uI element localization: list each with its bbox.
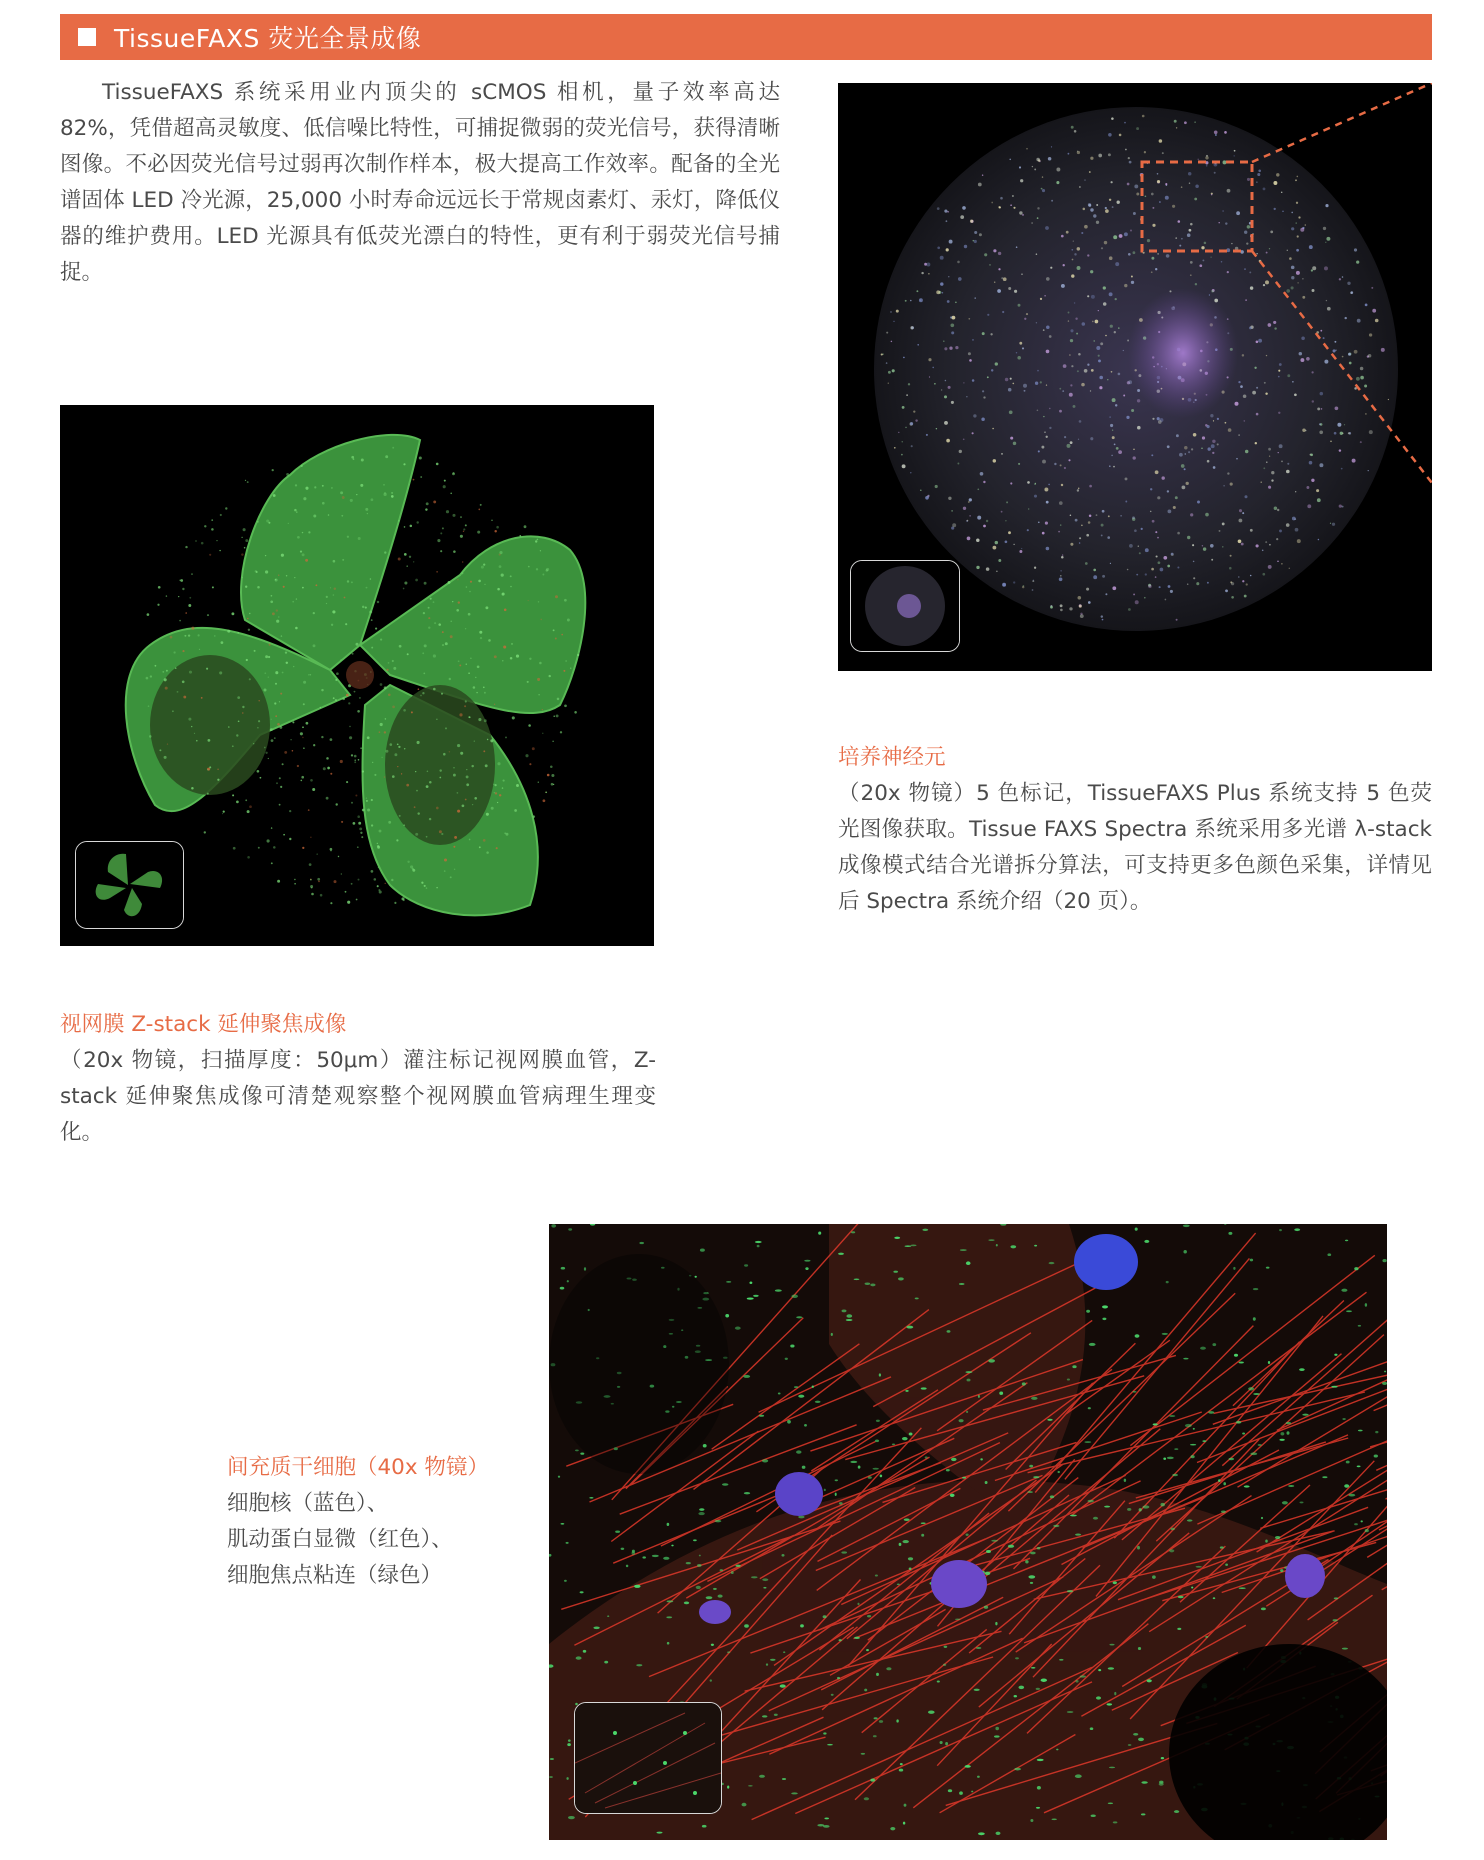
intro-paragraph: TissueFAXS 系统采用业内顶尖的 sCMOS 相机，量子效率高达 82%，凭借超高灵敏度、低信噪比特性，可捕捉微弱的荧光信号，获得清晰图像。不必因荧光信号过弱再次制作样本，极大提高工作效率。配备的全光谱固体 LED 冷光源，25,000 小时寿命远远长于常规卤素灯、汞灯，降低仪器的维护费用。LED 光源具有低荧光漂白的特性，更有利于弱荧光信号捕捉。 <box>60 80 780 285</box>
stem-cell-thumbnail <box>574 1702 722 1814</box>
stem-cell-caption-line-3: 细胞焦点粘连（绿色） <box>227 1563 443 1588</box>
neuron-caption <box>838 740 1432 920</box>
retina-thumbnail <box>75 841 184 929</box>
neuron-caption-title: 培养神经元 <box>838 745 946 770</box>
retina-caption <box>60 1007 656 1151</box>
retina-caption-body: （20x 物镜，扫描厚度：50μm）灌注标记视网膜血管，Z-stack 延伸聚焦成像可清楚观察整个视网膜血管病理生理变化。 <box>60 1048 656 1145</box>
stem-cell-caption <box>227 1450 547 1594</box>
stem-cell-image <box>549 1224 1387 1840</box>
stem-cell-caption-line-2: 肌动蛋白显微（红色）、 <box>227 1527 453 1552</box>
retina-image <box>60 405 654 946</box>
stem-cell-caption-title: 间充质干细胞（40x 物镜） <box>227 1455 489 1480</box>
stem-cell-caption-line-1: 细胞核（蓝色）、 <box>227 1491 389 1516</box>
neuron-caption-body: （20x 物镜）5 色标记，TissueFAXS Plus 系统支持 5 色荧光图像获取。Tissue FAXS Spectra 系统采用多光谱 λ-stack 成像模式结合光谱拆分算法，可支持更多色颜色采集，详情见后 Spectra 系统介绍（20 页）。 <box>838 781 1432 914</box>
neuron-thumbnail <box>850 560 960 652</box>
retina-caption-title: 视网膜 Z-stack 延伸聚焦成像 <box>60 1012 347 1037</box>
neuron-image <box>838 83 1432 671</box>
section-title: TissueFAXS 荧光全景成像 <box>114 24 422 53</box>
header-square-icon <box>78 28 96 46</box>
section-header <box>60 14 1432 60</box>
